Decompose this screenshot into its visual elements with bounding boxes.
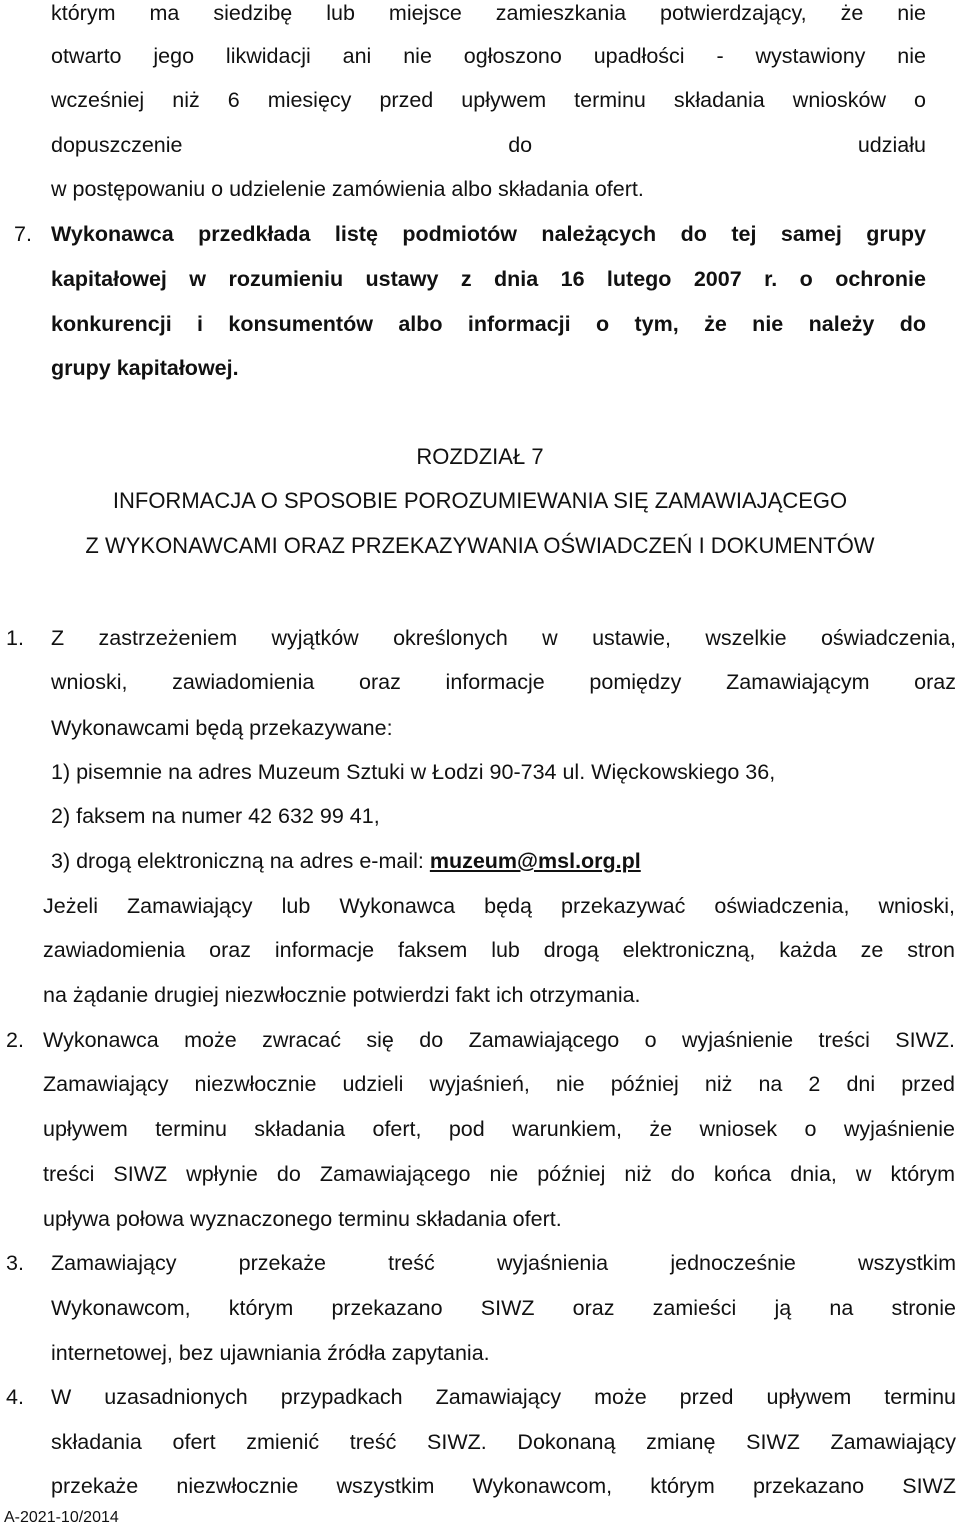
doc-line: Z zastrzeżeniem wyjątków określonych w ustawie, wszelkie oświadczenia,	[51, 626, 956, 650]
item-number: 2.	[6, 1028, 24, 1052]
item-number: 4.	[6, 1385, 24, 1409]
document-footer-id: A-2021-10/2014	[4, 1509, 119, 1526]
doc-line: dopuszczenie do udziału	[51, 133, 926, 157]
doc-line: Wykonawca przedkłada listę podmiotów należących do tej samej grupy	[51, 222, 926, 246]
doc-line: zawiadomienia oraz informacje faksem lub drogą elektroniczną, każda ze stron	[43, 938, 955, 962]
doc-line: upływa połowa wyznaczonego terminu składania ofert.	[43, 1207, 562, 1231]
doc-line: konkurencji i konsumentów albo informacji o tym, że nie należy do	[51, 312, 926, 336]
item-number: 7.	[14, 222, 32, 246]
doc-line: wcześniej niż 6 miesięcy przed upływem terminu składania wniosków o	[51, 88, 926, 112]
list-item-text: 3) drogą elektroniczną na adres e-mail:	[51, 849, 430, 873]
doc-line: Wykonawcami będą przekazywane:	[51, 716, 393, 740]
doc-line: treści SIWZ wpłynie do Zamawiającego nie później niż do końca dnia, w którym	[43, 1162, 955, 1186]
list-item: 2) faksem na numer 42 632 99 41,	[51, 804, 380, 828]
doc-line: składania ofert zmienić treść SIWZ. Dokonaną zmianę SIWZ Zamawiający	[51, 1430, 956, 1454]
list-item: 1) pisemnie na adres Muzeum Sztuki w Łodzi 90-734 ul. Więckowskiego 36,	[51, 760, 776, 784]
item-number: 1.	[6, 626, 24, 650]
item-number: 3.	[6, 1251, 24, 1275]
doc-line: kapitałowej w rozumieniu ustawy z dnia 16 lutego 2007 r. o ochronie	[51, 267, 926, 291]
doc-line: W uzasadnionych przypadkach Zamawiający może przed upływem terminu	[51, 1385, 956, 1409]
chapter-title: INFORMACJA O SPOSOBIE POROZUMIEWANIA SIĘ ZAMAWIAJĄCEGO	[112, 488, 848, 513]
doc-line: internetowej, bez ujawniania źródła zapytania.	[51, 1341, 490, 1365]
chapter-number: ROZDZIAŁ 7	[416, 444, 544, 469]
list-item	[51, 847, 641, 875]
doc-line: w postępowaniu o udzielenie zamówienia albo składania ofert.	[51, 177, 644, 201]
doc-line: upływem terminu składania ofert, pod warunkiem, że wniosek o wyjaśnienie	[43, 1117, 955, 1141]
doc-line: otwarto jego likwidacji ani nie ogłoszono upadłości - wystawiony nie	[51, 44, 926, 68]
doc-line: Jeżeli Zamawiający lub Wykonawca będą przekazywać oświadczenia, wnioski,	[43, 894, 955, 918]
doc-line: wnioski, zawiadomienia oraz informacje pomiędzy Zamawiającym oraz	[51, 670, 956, 694]
doc-line: Zamawiający przekaże treść wyjaśnienia jednocześnie wszystkim	[51, 1251, 956, 1275]
doc-line: na żądanie drugiej niezwłocznie potwierdzi fakt ich otrzymania.	[43, 983, 641, 1007]
doc-line: Wykonawca może zwracać się do Zamawiającego o wyjaśnienie treści SIWZ.	[43, 1028, 955, 1052]
doc-line: Wykonawcom, którym przekazano SIWZ oraz zamieści ją na stronie	[51, 1296, 956, 1320]
chapter-title: Z WYKONAWCAMI ORAZ PRZEKAZYWANIA OŚWIADCZEŃ I DOKUMENTÓW	[85, 533, 875, 558]
doc-line: którym ma siedzibę lub miejsce zamieszkania potwierdzający, że nie	[51, 1, 926, 25]
doc-line: grupy kapitałowej.	[51, 356, 239, 380]
email-link[interactable]: muzeum@msl.org.pl	[429, 849, 641, 873]
doc-line: Zamawiający niezwłocznie udzieli wyjaśnień, nie później niż na 2 dni przed	[43, 1072, 955, 1096]
doc-line: przekaże niezwłocznie wszystkim Wykonawcom, którym przekazano SIWZ	[51, 1474, 956, 1498]
